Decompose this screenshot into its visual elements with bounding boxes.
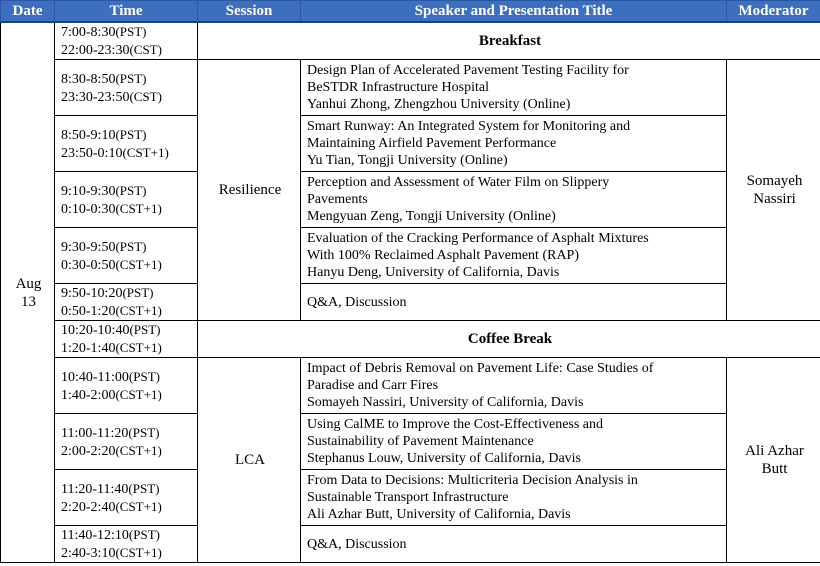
- time-cst: 23:50-0:10: [61, 145, 123, 161]
- time-pst: 10:40-11:00: [61, 369, 129, 385]
- time-cell: [55, 228, 198, 284]
- tz-label: (CST+1): [115, 442, 162, 458]
- time-cell: [55, 172, 198, 228]
- table-row: [1, 358, 820, 414]
- session-resilience: Resilience: [198, 60, 301, 321]
- tz-label: (PST): [115, 238, 147, 254]
- speaker-name: Yanhui Zhong, Zhengzhou University (Online): [307, 97, 571, 112]
- presentation-title-line: Impact of Debris Removal on Pavement Life: Case Studies of: [307, 361, 654, 376]
- tz-label: (CST): [129, 88, 162, 104]
- speaker-name: Hanyu Deng, University of California, Davis: [307, 265, 560, 280]
- presentation-cell: [301, 470, 727, 526]
- header-row: [1, 1, 820, 23]
- date-cell: [1, 22, 55, 563]
- presentation-cell: [301, 60, 727, 116]
- coffee-break-label: Coffee Break: [198, 321, 820, 358]
- time-pst: 11:40-12:10: [61, 528, 129, 543]
- table-row: [1, 414, 820, 470]
- speaker-name: Mengyuan Zeng, Tongji University (Online): [307, 209, 556, 224]
- tz-label: (CST+1): [115, 256, 162, 272]
- table-row: [1, 228, 820, 284]
- time-cell: [55, 60, 198, 116]
- moderator-resilience: [727, 60, 820, 321]
- presentation-title-line: Smart Runway: An Integrated System for Monitoring and: [307, 119, 631, 134]
- tz-label: (PST): [128, 424, 160, 440]
- speaker-name: Yu Tian, Tongji University (Online): [307, 153, 508, 168]
- time-cell: [55, 22, 198, 60]
- breakfast-label: Breakfast: [198, 22, 820, 60]
- presentation-title-line: Perception and Assessment of Water Film on Slippery: [307, 175, 610, 190]
- tz-label: (CST+1): [115, 386, 162, 402]
- presentation-title-line: With 100% Reclaimed Asphalt Pavement (RAP): [307, 248, 580, 263]
- table-row: [1, 172, 820, 228]
- speaker-name: Somayeh Nassiri, University of California, Davis: [307, 395, 584, 410]
- table-row: [1, 60, 820, 116]
- date-day: 13: [21, 293, 36, 310]
- speaker-name: Ali Azhar Butt, University of California, Davis: [307, 507, 571, 522]
- presentation-title-line: Sustainability of Pavement Maintenance: [307, 434, 534, 449]
- presentation-cell: [301, 116, 727, 172]
- tz-label: (PST): [115, 182, 147, 198]
- presentation-title-line: Maintaining Airfield Pavement Performance: [307, 136, 557, 151]
- tz-label: (PST): [128, 527, 160, 542]
- table-row: [1, 526, 820, 563]
- time-cell: [55, 526, 198, 563]
- tz-label: (PST): [128, 368, 160, 384]
- time-cst: 2:00-2:20: [61, 443, 116, 459]
- time-cst: 22:00-23:30: [61, 43, 130, 58]
- moderator-last-name: Butt: [761, 461, 788, 477]
- header-date: Date: [1, 1, 55, 23]
- tz-label: (CST+1): [115, 303, 162, 318]
- tz-label: (CST+1): [115, 498, 162, 514]
- qa-discussion: Q&A, Discussion: [301, 284, 727, 321]
- presentation-title-line: BeSTDR Infrastructure Hospital: [307, 80, 489, 95]
- time-pst: 8:30-8:50: [61, 71, 116, 87]
- time-cst: 1:20-1:40: [61, 341, 116, 356]
- presentation-title-line: From Data to Decisions: Multicriteria Decision Analysis in: [307, 473, 638, 488]
- time-pst: 9:10-9:30: [61, 183, 116, 199]
- time-cst: 0:30-0:50: [61, 257, 116, 273]
- header-time: Time: [55, 1, 198, 23]
- time-cst: 0:50-1:20: [61, 304, 116, 319]
- time-pst: 9:50-10:20: [61, 286, 123, 301]
- time-cst: 23:30-23:50: [61, 89, 130, 105]
- moderator-last-name: Nassiri: [753, 191, 796, 207]
- tz-label: (PST): [128, 480, 160, 496]
- tz-label: (CST): [129, 42, 162, 57]
- presentation-title-line: Using CalME to Improve the Cost-Effectiveness and: [307, 417, 604, 432]
- table-row: [1, 22, 820, 60]
- table-row: [1, 321, 820, 358]
- presentation-title-line: Design Plan of Accelerated Pavement Testing Facility for: [307, 63, 629, 78]
- qa-discussion: Q&A, Discussion: [301, 526, 727, 563]
- tz-label: (PST): [115, 24, 147, 39]
- presentation-title-line: Sustainable Transport Infrastructure: [307, 490, 509, 505]
- presentation-cell: [301, 358, 727, 414]
- presentation-title-line: Paradise and Carr Fires: [307, 378, 439, 393]
- tz-label: (CST+1): [122, 144, 169, 160]
- time-cell: [55, 284, 198, 321]
- time-cst: 0:10-0:30: [61, 201, 116, 217]
- table-row: [1, 284, 820, 321]
- tz-label: (PST): [115, 70, 147, 86]
- tz-label: (PST): [122, 285, 154, 300]
- presentation-cell: [301, 228, 727, 284]
- speaker-name: Stephanus Louw, University of California, Davis: [307, 451, 581, 466]
- time-pst: 10:20-10:40: [61, 323, 130, 338]
- presentation-title-line: Evaluation of the Cracking Performance of Asphalt Mixtures: [307, 231, 649, 246]
- time-cell: [55, 470, 198, 526]
- tz-label: (PST): [115, 126, 147, 142]
- header-session: Session: [198, 1, 301, 23]
- time-cell: [55, 414, 198, 470]
- tz-label: (CST+1): [115, 340, 162, 355]
- presentation-cell: [301, 172, 727, 228]
- moderator-first-name: Ali Azhar: [745, 443, 804, 459]
- presentation-title-line: Pavements: [307, 192, 368, 207]
- time-pst: 8:50-9:10: [61, 127, 116, 143]
- time-cell: [55, 321, 198, 358]
- time-cst: 1:40-2:00: [61, 387, 116, 403]
- time-pst: 11:20-11:40: [61, 481, 129, 497]
- time-pst: 11:00-11:20: [61, 425, 129, 441]
- moderator-first-name: Somayeh: [746, 173, 803, 189]
- time-cst: 2:20-2:40: [61, 499, 116, 515]
- session-lca: LCA: [198, 358, 301, 563]
- date-month: Aug: [15, 275, 42, 292]
- time-pst: 9:30-9:50: [61, 239, 116, 255]
- time-cst: 2:40-3:10: [61, 546, 116, 561]
- tz-label: (CST+1): [115, 200, 162, 216]
- table-row: [1, 116, 820, 172]
- time-pst: 7:00-8:30: [61, 25, 116, 40]
- time-cell: [55, 358, 198, 414]
- tz-label: (PST): [129, 322, 161, 337]
- tz-label: (CST+1): [115, 545, 162, 560]
- table-row: [1, 470, 820, 526]
- time-cell: [55, 116, 198, 172]
- header-moderator: Moderator: [727, 1, 820, 23]
- header-speaker: Speaker and Presentation Title: [301, 1, 727, 23]
- moderator-lca: [727, 358, 820, 563]
- presentation-cell: [301, 414, 727, 470]
